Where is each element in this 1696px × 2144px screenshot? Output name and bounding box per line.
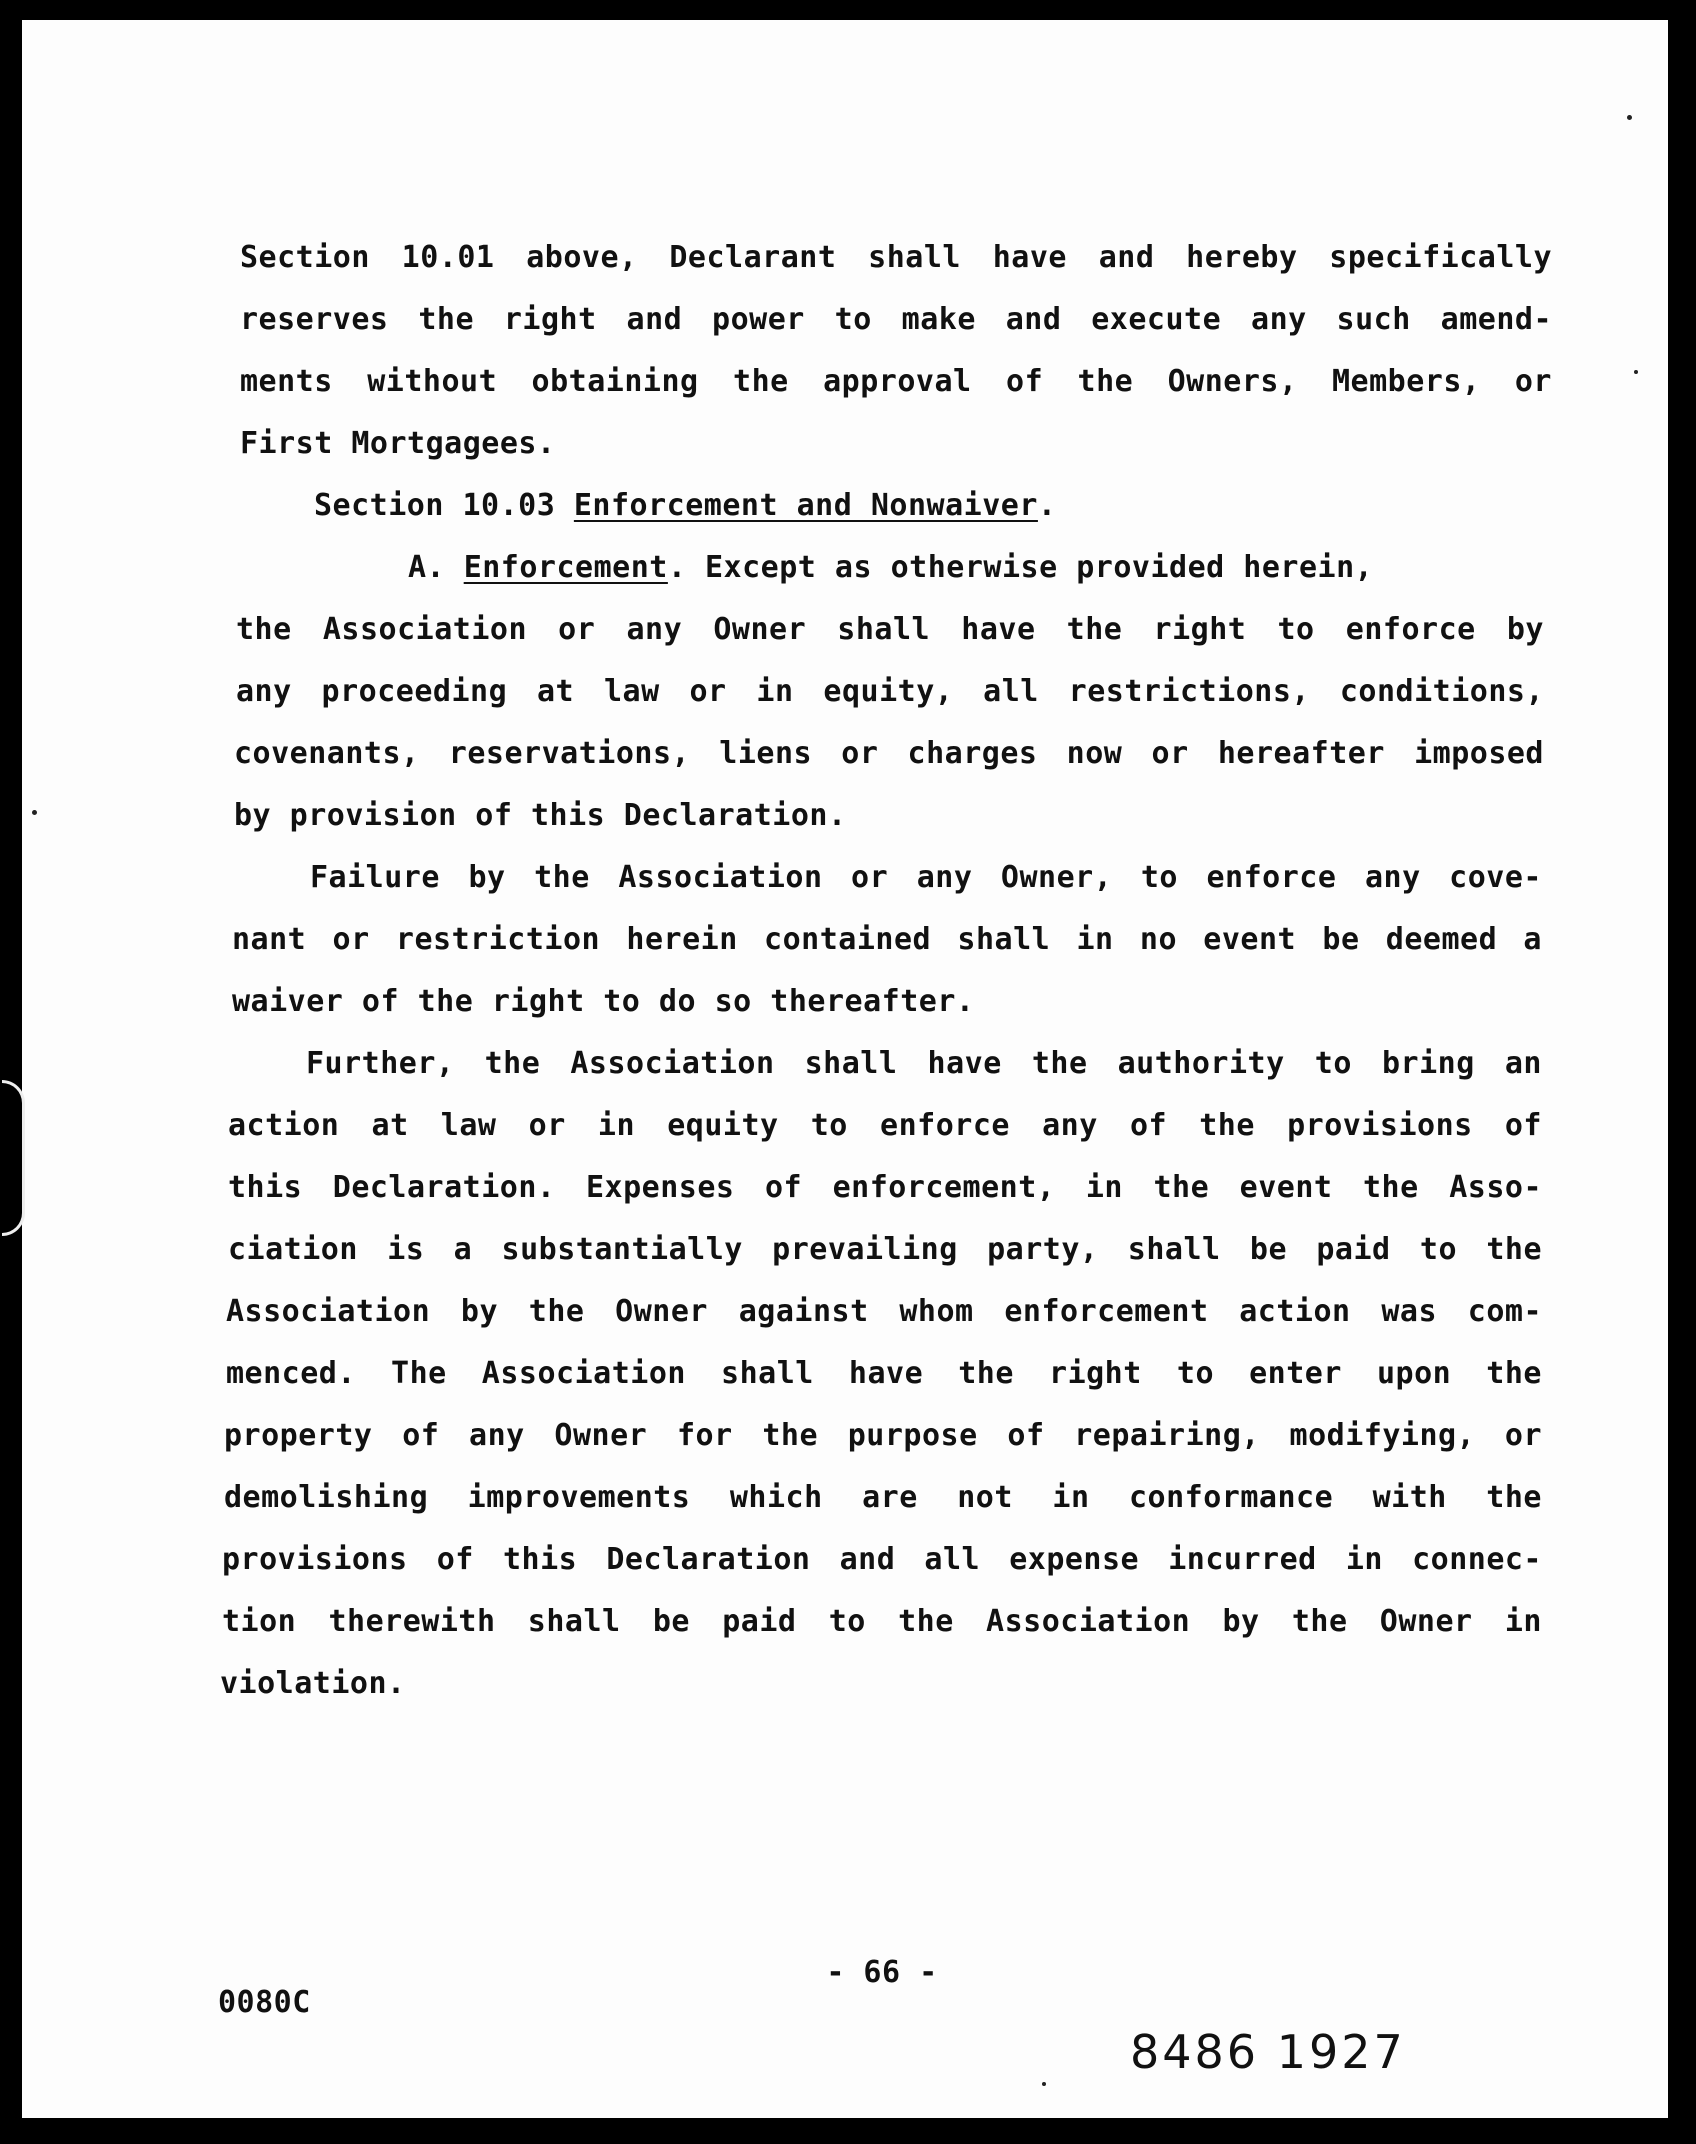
paragraph-line: ciation is a substantially prevailing party, shall be paid to the — [228, 1232, 1542, 1267]
paragraph-line: Further, the Association shall have the authority to bring an — [306, 1046, 1542, 1081]
paragraph-line: by provision of this Declaration. — [234, 798, 847, 833]
section-heading — [314, 488, 1214, 523]
paragraph-line: nant or restriction herein contained shall in no event be deemed a — [232, 922, 1542, 957]
book-page-stamp: 8486 1927 — [1130, 2025, 1406, 2079]
section-number: Section 10.03 — [314, 488, 574, 523]
paragraph-line: violation. — [220, 1666, 406, 1701]
paragraph-line: the Association or any Owner shall have the right to enforce by — [236, 612, 1544, 647]
paragraph-line: this Declaration. Expenses of enforcement, in the event the Asso- — [228, 1170, 1542, 1205]
paragraph-line: First Mortgagees. — [240, 426, 556, 461]
paragraph-line: provisions of this Declaration and all expense incurred in connec- — [222, 1542, 1542, 1577]
paragraph-line: property of any Owner for the purpose of repairing, modifying, or — [224, 1418, 1542, 1453]
paragraph-line: demolishing improvements which are not in conformance with the — [224, 1480, 1542, 1515]
binding-edge-mark — [2, 1080, 25, 1236]
paragraph-line: tion therewith shall be paid to the Association by the Owner in — [222, 1604, 1542, 1639]
subsection-text: . Except as otherwise provided herein, — [667, 550, 1374, 585]
scan-speck — [1042, 2082, 1046, 2086]
paragraph-line: reserves the right and power to make and execute any such amend- — [240, 302, 1552, 337]
document-code: 0080C — [218, 1985, 311, 2020]
paragraph-line: Association by the Owner against whom enforcement action was com- — [226, 1294, 1542, 1329]
paragraph-line: ments without obtaining the approval of the Owners, Members, or — [240, 364, 1552, 399]
paragraph-line: covenants, reservations, liens or charges now or hereafter imposed — [234, 736, 1544, 771]
page-number: - 66 - — [826, 1955, 938, 1990]
paragraph-line: Section 10.01 above, Declarant shall have and hereby specifically — [240, 240, 1552, 275]
scan-speck — [1627, 115, 1632, 120]
paragraph-line: menced. The Association shall have the right to enter upon the — [226, 1356, 1542, 1391]
section-heading-period: . — [1037, 488, 1057, 523]
paragraph-line: waiver of the right to do so thereafter. — [232, 984, 975, 1019]
paragraph-line: Failure by the Association or any Owner, to enforce any cove- — [310, 860, 1542, 895]
paragraph-line: action at law or in equity to enforce any of the provisions of — [228, 1108, 1542, 1143]
section-title: Enforcement and Nonwaiver — [573, 488, 1038, 523]
enforcement-intro — [408, 550, 1540, 585]
scan-speck — [1634, 370, 1638, 374]
subsection-title: Enforcement — [463, 550, 668, 585]
paragraph-line: any proceeding at law or in equity, all restrictions, conditions, — [236, 674, 1544, 709]
scan-speck — [32, 810, 37, 815]
document-page — [22, 20, 1668, 2118]
subsection-letter: A. — [408, 550, 464, 585]
